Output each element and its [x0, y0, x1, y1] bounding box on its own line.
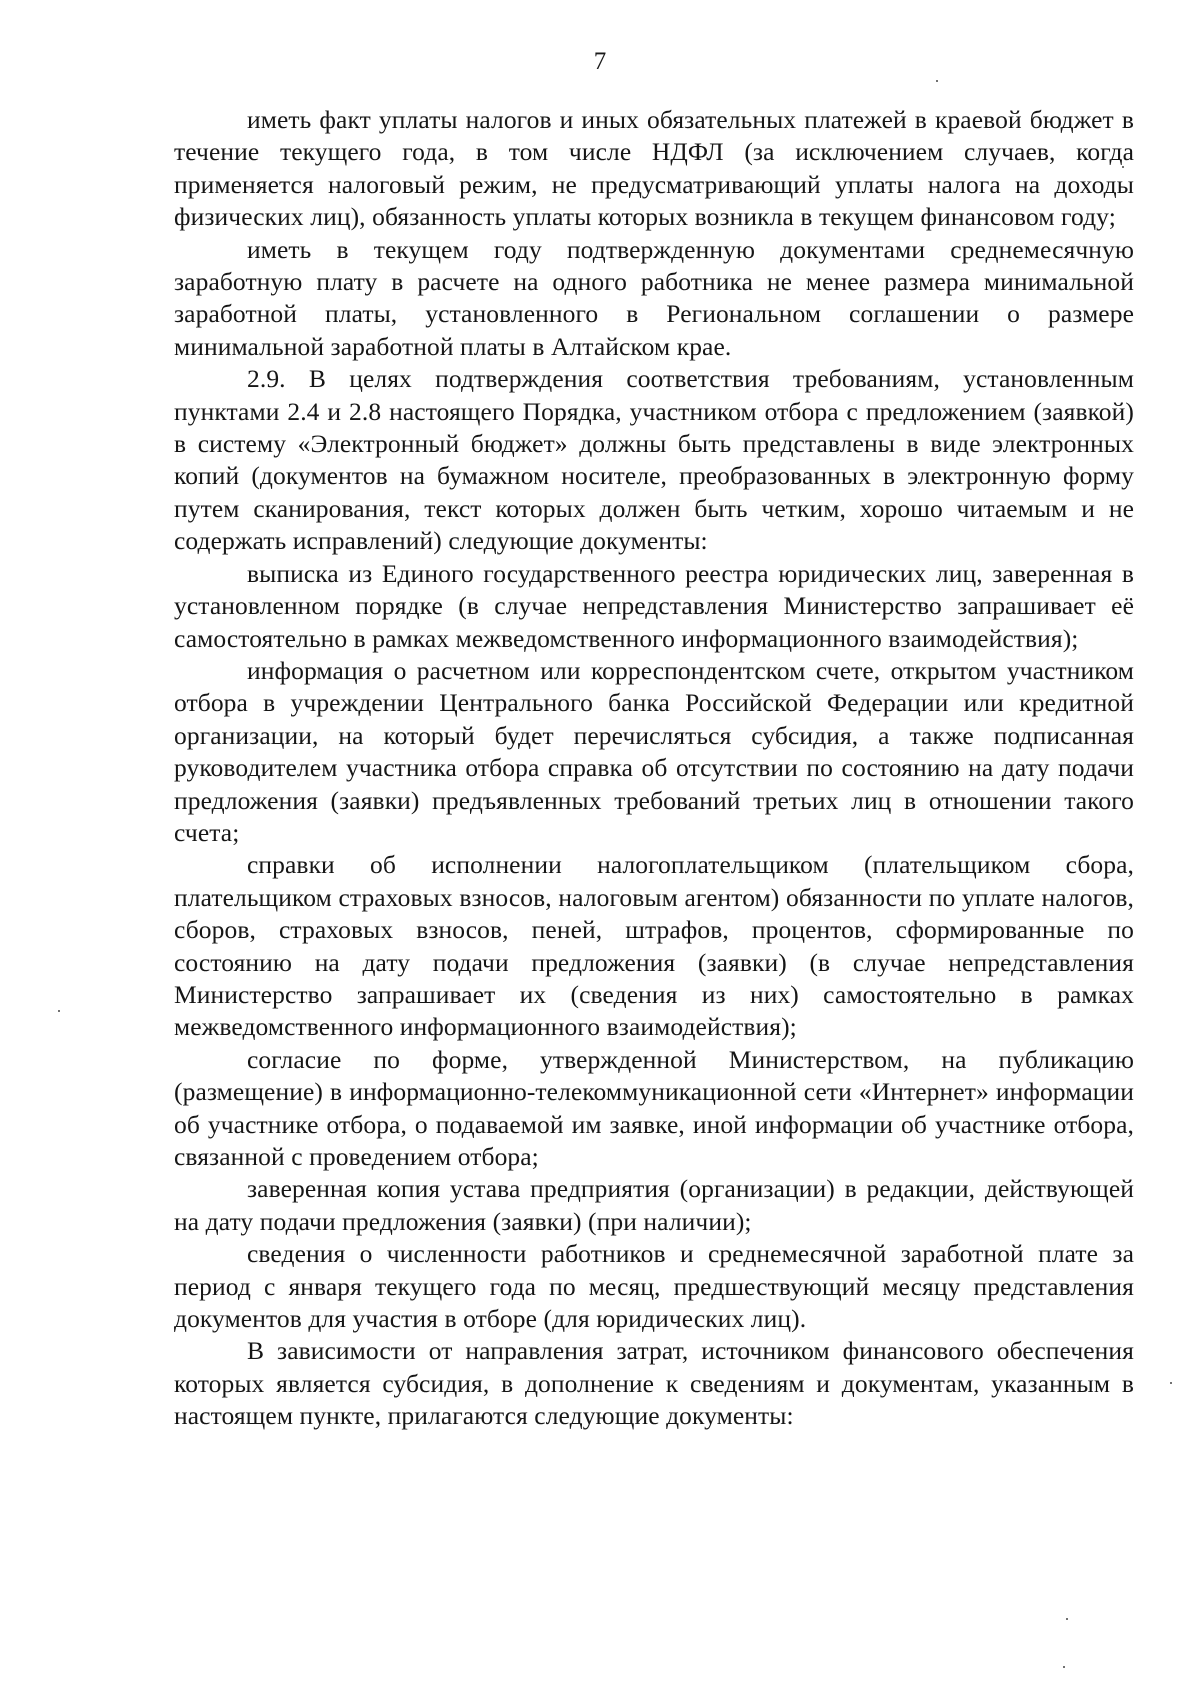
paragraph-publication-consent: согласие по форме, утвержденной Министерством, на публикацию (размещение) в информационно-телекоммуникационной сети «Интернет» информации об участнике отбора, о подаваемой им заявке, иной информации об участнике отбора, связанной с проведением отбора; — [174, 1044, 1134, 1171]
paragraph-tax-certificates: справки об исполнении налогоплательщиком (плательщиком сбора, плательщиком страховых взносов, налоговым агентом) обязанности по уплате налогов, сборов, страховых взносов, пеней, штрафов, процентов, сформированные по состоянию на дату подачи предложения (заявки) (в случае непредставления Министерство запрашивает их (сведения из них) самостоятельно в рамках межведомственного информационного взаимодействия); — [174, 850, 1134, 1042]
scan-speck — [1122, 166, 1124, 168]
scan-speck — [58, 1010, 60, 1012]
paragraph-tax-payment-requirement: иметь факт уплаты налогов и иных обязательных платежей в краевой бюджет в течение текущего года, в том числе НДФЛ (за исключением случаев, когда применяется налоговый режим, не предусматривающий уплаты налога на доходы физических лиц), обязанность уплаты которых возникла в текущем финансовом году; — [174, 105, 1134, 232]
scan-speck — [1170, 1382, 1172, 1384]
paragraph-employee-info: сведения о численности работников и среднемесячной заработной плате за период с января текущего года по месяц, предшествующий месяцу представления документов для участия в отборе (для юридических лиц). — [174, 1239, 1134, 1334]
scan-speck — [936, 80, 938, 82]
paragraph-clause-2-9: 2.9. В целях подтверждения соответствия требованиям, установленным пунктами 2.4 и 2.8 настоящего Порядка, участником отбора с предложением (заявкой) в систему «Электронный бюджет» должны быть представлены в виде электронных копий (документов на бумажном носителе, преобразованных в электронную форму путем сканирования, текст которых должен быть четким, хорошо читаемым и не содержать исправлений) следующие документы: — [174, 364, 1134, 556]
scan-speck — [1063, 1666, 1065, 1668]
scan-speck — [1066, 1618, 1068, 1620]
paragraph-registry-extract: выписка из Единого государственного реестра юридических лиц, заверенная в установленном порядке (в случае непредставления Министерство запрашивает её самостоятельно в рамках межведомственного информационного взаимодействия); — [174, 558, 1134, 653]
document-body — [174, 104, 1134, 1433]
paragraph-charter-copy: заверенная копия устава предприятия (организации) в редакции, действующей на дату подачи предложения (заявки) (при наличии); — [174, 1174, 1134, 1236]
paragraph-salary-requirement: иметь в текущем году подтвержденную документами среднемесячную заработную плату в расчете на одного работника не менее размера минимальной заработной платы, установленного в Региональном соглашении о размере минимальной заработной платы в Алтайском крае. — [174, 234, 1134, 361]
page-number: 7 — [593, 48, 607, 75]
paragraph-additional-documents: В зависимости от направления затрат, источником финансового обеспечения которых является субсидия, в дополнение к сведениям и документам, указанным в настоящем пункте, прилагаются следующие документы: — [174, 1336, 1134, 1431]
paragraph-bank-account-info: информация о расчетном или корреспондентском счете, открытом участником отбора в учреждении Центрального банка Российской Федерации или кредитной организации, на который будет перечисляться субсидия, а также подписанная руководителем участника отбора справка об отсутствии по состоянию на дату подачи предложения (заявки) предъявленных требований третьих лиц в отношении такого счета; — [174, 655, 1134, 847]
